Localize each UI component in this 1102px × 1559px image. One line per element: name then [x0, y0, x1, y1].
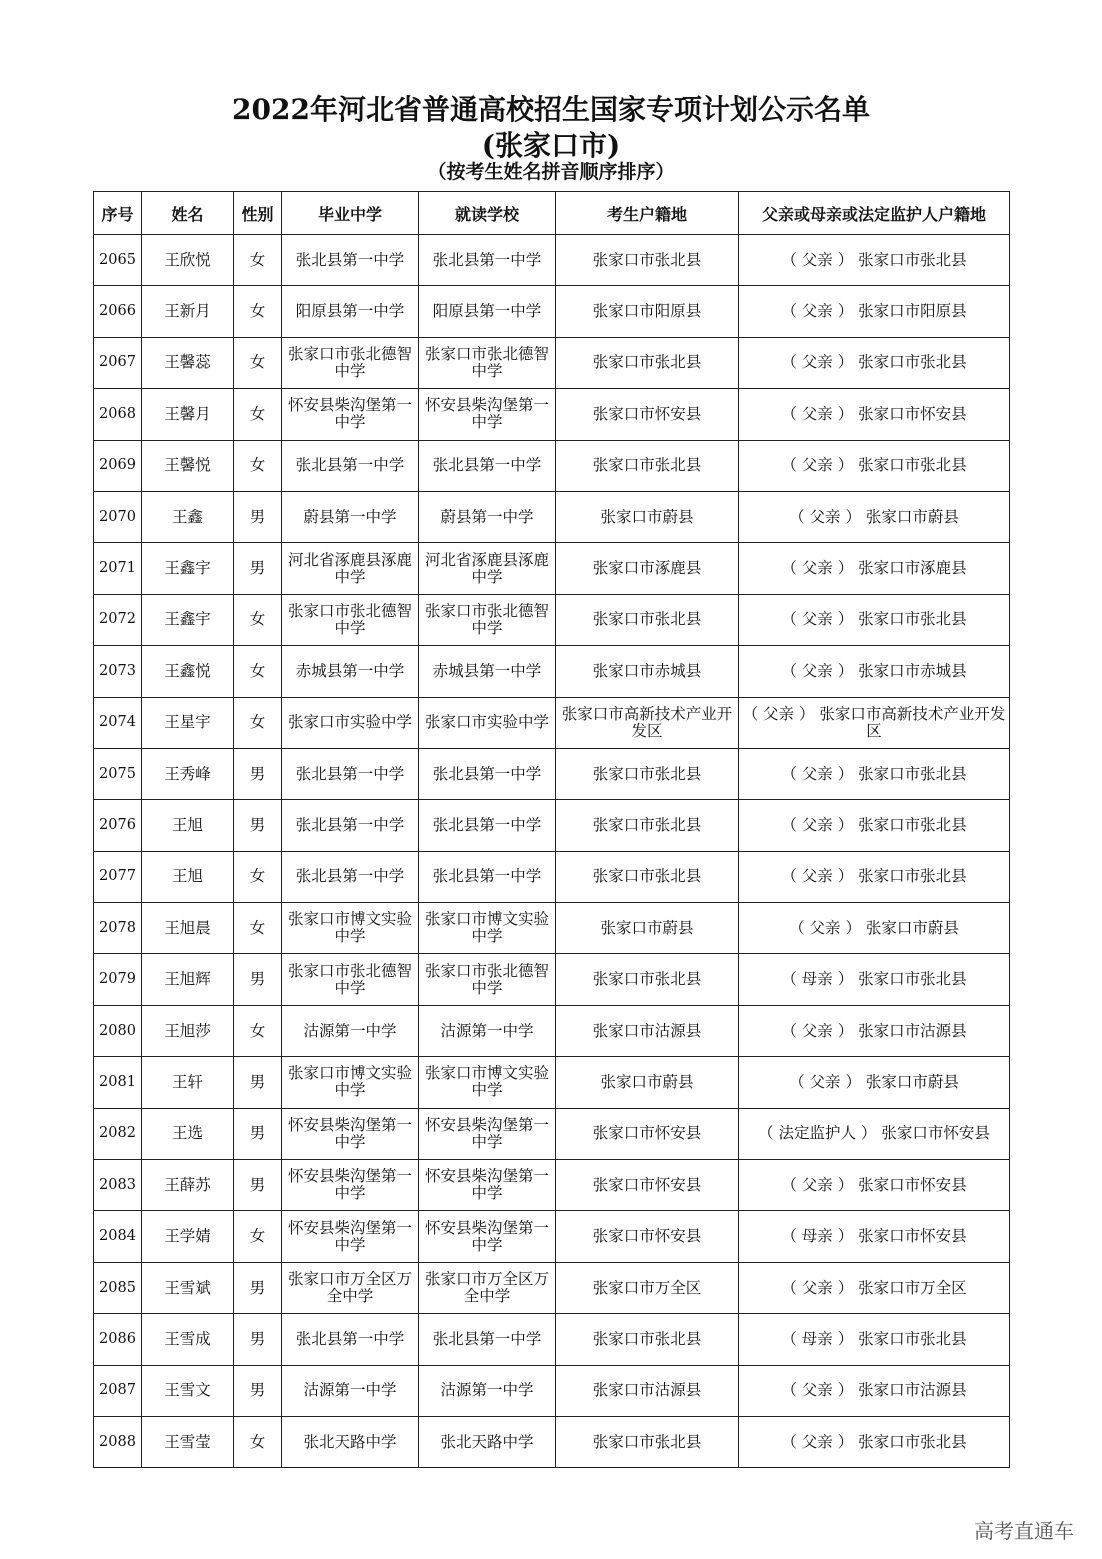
table-row	[94, 286, 1010, 337]
cell-graduation-school: 张家口市实验中学	[282, 697, 419, 748]
cell-guardian-hukou: （ 父亲 ） 张家口市张北县	[739, 1416, 1010, 1467]
cell-gender: 女	[234, 1211, 282, 1262]
cell-graduation-school: 怀安县柴沟堡第一中学	[282, 1211, 419, 1262]
cell-name: 王馨悦	[142, 440, 234, 491]
cell-current-school: 张家口市博文实验中学	[419, 1057, 556, 1108]
table-row	[94, 954, 1010, 1005]
cell-guardian-hukou: （ 父亲 ） 张家口市张北县	[739, 594, 1010, 645]
cell-graduation-school: 张家口市张北德智中学	[282, 954, 419, 1005]
document-subtitle-city: (张家口市)	[481, 129, 621, 162]
cell-current-school: 张北县第一中学	[419, 1314, 556, 1365]
cell-name: 王馨月	[142, 389, 234, 440]
header-current-school: 就读学校	[419, 192, 556, 235]
cell-gender: 男	[234, 1262, 282, 1313]
cell-index: 2073	[94, 646, 142, 697]
cell-index: 2076	[94, 800, 142, 851]
cell-name: 王雪文	[142, 1365, 234, 1416]
cell-gender: 女	[234, 440, 282, 491]
cell-gender: 男	[234, 800, 282, 851]
cell-guardian-hukou: （ 父亲 ） 张家口市张北县	[739, 337, 1010, 388]
cell-student-hukou: 张家口市沽源县	[556, 1005, 739, 1056]
cell-current-school: 沽源第一中学	[419, 1005, 556, 1056]
cell-current-school: 张家口市张北德智中学	[419, 954, 556, 1005]
cell-graduation-school: 赤城县第一中学	[282, 646, 419, 697]
cell-index: 2087	[94, 1365, 142, 1416]
cell-guardian-hukou: （ 父亲 ） 张家口市张北县	[739, 748, 1010, 799]
cell-name: 王旭晨	[142, 903, 234, 954]
cell-gender: 男	[234, 954, 282, 1005]
cell-student-hukou: 张家口市赤城县	[556, 646, 739, 697]
cell-graduation-school: 河北省涿鹿县涿鹿中学	[282, 543, 419, 594]
cell-guardian-hukou: （ 父亲 ） 张家口市高新技术产业开发区	[739, 697, 1010, 748]
cell-graduation-school: 张北天路中学	[282, 1416, 419, 1467]
cell-graduation-school: 张北县第一中学	[282, 748, 419, 799]
cell-student-hukou: 张家口市阳原县	[556, 286, 739, 337]
cell-guardian-hukou: （ 父亲 ） 张家口市怀安县	[739, 389, 1010, 440]
cell-guardian-hukou: （ 母亲 ） 张家口市张北县	[739, 954, 1010, 1005]
cell-current-school: 怀安县柴沟堡第一中学	[419, 389, 556, 440]
cell-name: 王薛苏	[142, 1160, 234, 1211]
roster-table	[93, 191, 1010, 1468]
cell-gender: 男	[234, 1314, 282, 1365]
table-row	[94, 646, 1010, 697]
cell-index: 2075	[94, 748, 142, 799]
cell-student-hukou: 张家口市高新技术产业开发区	[556, 697, 739, 748]
cell-name: 王秀峰	[142, 748, 234, 799]
cell-gender: 女	[234, 389, 282, 440]
cell-current-school: 怀安县柴沟堡第一中学	[419, 1160, 556, 1211]
cell-gender: 女	[234, 903, 282, 954]
cell-current-school: 张家口市博文实验中学	[419, 903, 556, 954]
table-row	[94, 1005, 1010, 1056]
table-body	[94, 235, 1010, 1468]
cell-gender: 女	[234, 851, 282, 902]
cell-name: 王轩	[142, 1057, 234, 1108]
cell-guardian-hukou: （ 父亲 ） 张家口市张北县	[739, 800, 1010, 851]
cell-current-school: 怀安县柴沟堡第一中学	[419, 1211, 556, 1262]
cell-index: 2077	[94, 851, 142, 902]
cell-index: 2080	[94, 1005, 142, 1056]
cell-name: 王旭辉	[142, 954, 234, 1005]
cell-student-hukou: 张家口市蔚县	[556, 1057, 739, 1108]
cell-current-school: 张北县第一中学	[419, 440, 556, 491]
cell-index: 2083	[94, 1160, 142, 1211]
cell-gender: 女	[234, 594, 282, 645]
cell-name: 王鑫悦	[142, 646, 234, 697]
cell-gender: 女	[234, 1416, 282, 1467]
cell-gender: 女	[234, 697, 282, 748]
cell-guardian-hukou: （ 父亲 ） 张家口市沽源县	[739, 1005, 1010, 1056]
table-row	[94, 1211, 1010, 1262]
cell-student-hukou: 张家口市张北县	[556, 748, 739, 799]
cell-current-school: 张家口市张北德智中学	[419, 337, 556, 388]
cell-graduation-school: 怀安县柴沟堡第一中学	[282, 1108, 419, 1159]
table-row	[94, 1160, 1010, 1211]
cell-gender: 女	[234, 286, 282, 337]
cell-gender: 女	[234, 646, 282, 697]
cell-graduation-school: 张北县第一中学	[282, 800, 419, 851]
cell-student-hukou: 张家口市万全区	[556, 1262, 739, 1313]
table-row	[94, 337, 1010, 388]
cell-index: 2071	[94, 543, 142, 594]
cell-guardian-hukou: （ 母亲 ） 张家口市怀安县	[739, 1211, 1010, 1262]
cell-gender: 男	[234, 1365, 282, 1416]
cell-current-school: 张家口市万全区万全中学	[419, 1262, 556, 1313]
cell-student-hukou: 张家口市张北县	[556, 337, 739, 388]
cell-index: 2074	[94, 697, 142, 748]
cell-graduation-school: 张北县第一中学	[282, 440, 419, 491]
cell-current-school: 沽源第一中学	[419, 1365, 556, 1416]
cell-guardian-hukou: （ 法定监护人 ） 张家口市怀安县	[739, 1108, 1010, 1159]
cell-student-hukou: 张家口市沽源县	[556, 1365, 739, 1416]
cell-gender: 男	[234, 1160, 282, 1211]
cell-graduation-school: 张家口市博文实验中学	[282, 903, 419, 954]
cell-student-hukou: 张家口市张北县	[556, 1416, 739, 1467]
cell-student-hukou: 张家口市怀安县	[556, 1160, 739, 1211]
cell-student-hukou: 张家口市蔚县	[556, 903, 739, 954]
cell-current-school: 张北县第一中学	[419, 748, 556, 799]
cell-current-school: 张家口市张北德智中学	[419, 594, 556, 645]
cell-guardian-hukou: （ 父亲 ） 张家口市沽源县	[739, 1365, 1010, 1416]
cell-index: 2085	[94, 1262, 142, 1313]
cell-gender: 男	[234, 491, 282, 542]
cell-gender: 女	[234, 235, 282, 286]
table-row	[94, 1108, 1010, 1159]
cell-current-school: 赤城县第一中学	[419, 646, 556, 697]
table-row	[94, 235, 1010, 286]
table-row	[94, 440, 1010, 491]
table-row	[94, 748, 1010, 799]
cell-current-school: 张北天路中学	[419, 1416, 556, 1467]
cell-guardian-hukou: （ 父亲 ） 张家口市涿鹿县	[739, 543, 1010, 594]
cell-gender: 男	[234, 543, 282, 594]
table-row	[94, 389, 1010, 440]
header-name: 姓名	[142, 192, 234, 235]
cell-student-hukou: 张家口市张北县	[556, 851, 739, 902]
cell-current-school: 张北县第一中学	[419, 851, 556, 902]
cell-name: 王鑫宇	[142, 594, 234, 645]
table-row	[94, 1416, 1010, 1467]
cell-graduation-school: 张家口市张北德智中学	[282, 337, 419, 388]
cell-gender: 男	[234, 748, 282, 799]
table-row	[94, 697, 1010, 748]
cell-graduation-school: 沽源第一中学	[282, 1365, 419, 1416]
cell-index: 2066	[94, 286, 142, 337]
cell-graduation-school: 张家口市张北德智中学	[282, 594, 419, 645]
cell-index: 2069	[94, 440, 142, 491]
watermark-text: 高考直通车	[974, 1519, 1074, 1543]
header-gender: 性别	[234, 192, 282, 235]
cell-student-hukou: 张家口市怀安县	[556, 389, 739, 440]
cell-guardian-hukou: （ 父亲 ） 张家口市张北县	[739, 440, 1010, 491]
header-guardian-hukou: 父亲或母亲或法定监护人户籍地	[739, 192, 1010, 235]
cell-name: 王鑫	[142, 491, 234, 542]
cell-name: 王旭	[142, 800, 234, 851]
cell-guardian-hukou: （ 父亲 ） 张家口市张北县	[739, 851, 1010, 902]
cell-name: 王雪莹	[142, 1416, 234, 1467]
cell-index: 2065	[94, 235, 142, 286]
cell-graduation-school: 蔚县第一中学	[282, 491, 419, 542]
cell-name: 王雪成	[142, 1314, 234, 1365]
header-graduation-school: 毕业中学	[282, 192, 419, 235]
cell-student-hukou: 张家口市张北县	[556, 800, 739, 851]
cell-name: 王旭	[142, 851, 234, 902]
cell-index: 2084	[94, 1211, 142, 1262]
cell-graduation-school: 张家口市万全区万全中学	[282, 1262, 419, 1313]
cell-guardian-hukou: （ 父亲 ） 张家口市赤城县	[739, 646, 1010, 697]
table-header-row	[94, 192, 1010, 235]
cell-student-hukou: 张家口市张北县	[556, 235, 739, 286]
cell-student-hukou: 张家口市张北县	[556, 594, 739, 645]
table-row	[94, 800, 1010, 851]
cell-guardian-hukou: （ 父亲 ） 张家口市万全区	[739, 1262, 1010, 1313]
cell-name: 王旭莎	[142, 1005, 234, 1056]
cell-student-hukou: 张家口市怀安县	[556, 1211, 739, 1262]
cell-name: 王雪斌	[142, 1262, 234, 1313]
cell-index: 2088	[94, 1416, 142, 1467]
cell-graduation-school: 张北县第一中学	[282, 851, 419, 902]
cell-current-school: 张北县第一中学	[419, 235, 556, 286]
cell-student-hukou: 张家口市涿鹿县	[556, 543, 739, 594]
table-row	[94, 491, 1010, 542]
cell-graduation-school: 阳原县第一中学	[282, 286, 419, 337]
cell-guardian-hukou: （ 父亲 ） 张家口市蔚县	[739, 903, 1010, 954]
cell-gender: 男	[234, 1057, 282, 1108]
cell-graduation-school: 怀安县柴沟堡第一中学	[282, 1160, 419, 1211]
document-subtitle-sort-note: （按考生姓名拼音顺序排序）	[427, 161, 675, 183]
cell-current-school: 怀安县柴沟堡第一中学	[419, 1108, 556, 1159]
cell-index: 2072	[94, 594, 142, 645]
cell-index: 2082	[94, 1108, 142, 1159]
cell-name: 王星宇	[142, 697, 234, 748]
cell-student-hukou: 张家口市张北县	[556, 1314, 739, 1365]
cell-current-school: 张家口市实验中学	[419, 697, 556, 748]
cell-index: 2068	[94, 389, 142, 440]
cell-name: 王新月	[142, 286, 234, 337]
cell-student-hukou: 张家口市张北县	[556, 440, 739, 491]
cell-graduation-school: 张家口市博文实验中学	[282, 1057, 419, 1108]
table-row	[94, 594, 1010, 645]
cell-graduation-school: 张北县第一中学	[282, 1314, 419, 1365]
cell-index: 2086	[94, 1314, 142, 1365]
cell-name: 王选	[142, 1108, 234, 1159]
cell-index: 2078	[94, 903, 142, 954]
cell-index: 2067	[94, 337, 142, 388]
table-row	[94, 851, 1010, 902]
cell-student-hukou: 张家口市怀安县	[556, 1108, 739, 1159]
table-row	[94, 1365, 1010, 1416]
cell-gender: 女	[234, 1005, 282, 1056]
cell-current-school: 河北省涿鹿县涿鹿中学	[419, 543, 556, 594]
header-student-hukou: 考生户籍地	[556, 192, 739, 235]
cell-name: 王学婧	[142, 1211, 234, 1262]
cell-guardian-hukou: （ 母亲 ） 张家口市张北县	[739, 1314, 1010, 1365]
cell-graduation-school: 沽源第一中学	[282, 1005, 419, 1056]
cell-guardian-hukou: （ 父亲 ） 张家口市蔚县	[739, 491, 1010, 542]
cell-graduation-school: 张北县第一中学	[282, 235, 419, 286]
cell-name: 王鑫宇	[142, 543, 234, 594]
table-row	[94, 1262, 1010, 1313]
table-row	[94, 543, 1010, 594]
cell-guardian-hukou: （ 父亲 ） 张家口市阳原县	[739, 286, 1010, 337]
cell-name: 王欣悦	[142, 235, 234, 286]
document-title: 2022年河北省普通高校招生国家专项计划公示名单	[232, 93, 870, 126]
cell-gender: 男	[234, 1108, 282, 1159]
table-row	[94, 903, 1010, 954]
cell-name: 王馨蕊	[142, 337, 234, 388]
table-row	[94, 1057, 1010, 1108]
cell-guardian-hukou: （ 父亲 ） 张家口市蔚县	[739, 1057, 1010, 1108]
cell-index: 2079	[94, 954, 142, 1005]
cell-index: 2070	[94, 491, 142, 542]
cell-student-hukou: 张家口市张北县	[556, 954, 739, 1005]
cell-current-school: 张北县第一中学	[419, 800, 556, 851]
cell-index: 2081	[94, 1057, 142, 1108]
header-index: 序号	[94, 192, 142, 235]
cell-guardian-hukou: （ 父亲 ） 张家口市张北县	[739, 235, 1010, 286]
cell-student-hukou: 张家口市蔚县	[556, 491, 739, 542]
cell-current-school: 蔚县第一中学	[419, 491, 556, 542]
cell-guardian-hukou: （ 父亲 ） 张家口市怀安县	[739, 1160, 1010, 1211]
table-row	[94, 1314, 1010, 1365]
cell-gender: 女	[234, 337, 282, 388]
cell-graduation-school: 怀安县柴沟堡第一中学	[282, 389, 419, 440]
cell-current-school: 阳原县第一中学	[419, 286, 556, 337]
